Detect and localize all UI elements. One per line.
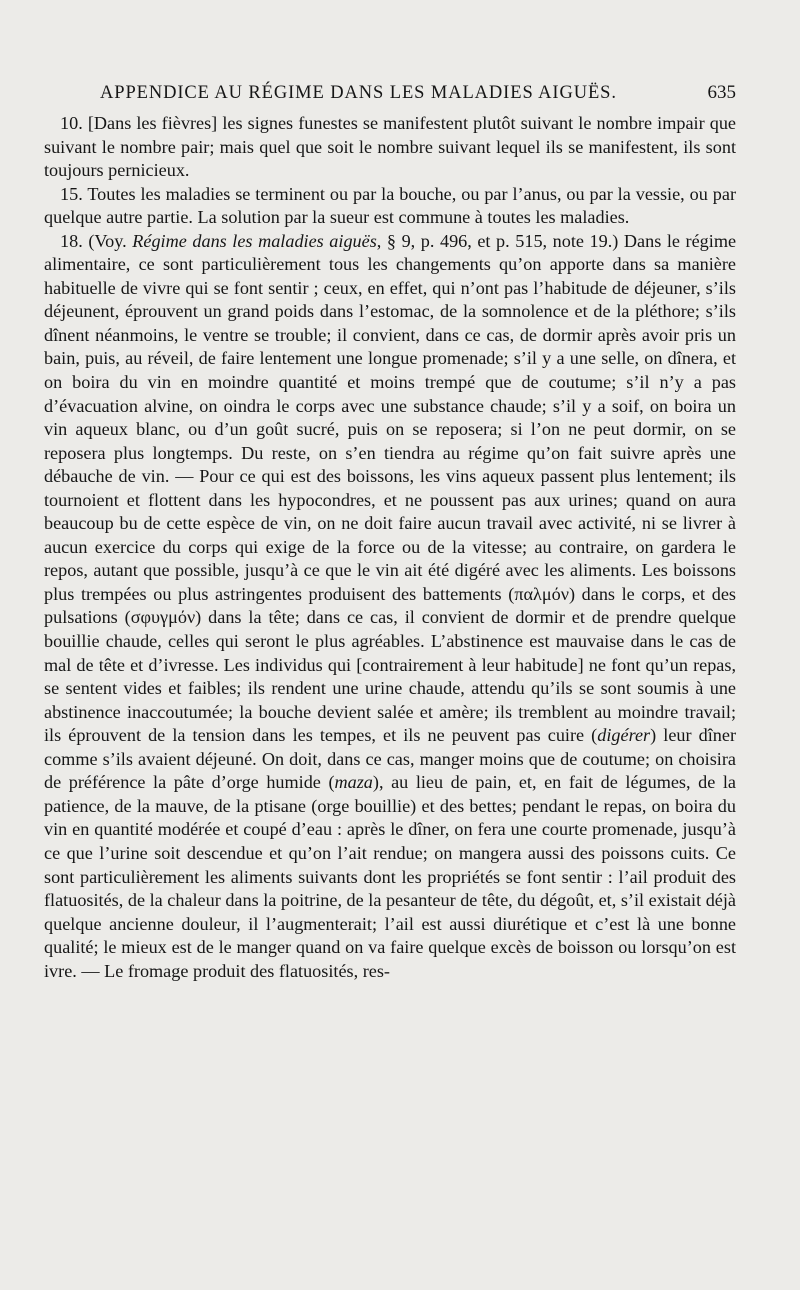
reference-open: (Voy. bbox=[88, 230, 133, 251]
paragraph-text: ), au lieu de pain, et, en fait de légumes, de la patience, de la mauve, de la ptisane (orge bouillie) et des bettes; pendant le repas, on boira du vin en quantité modérée et coupé d’eau : après le dîner, on fera une courte promenade, jusqu’à ce que l’urine soit descendue et qu’on l’ait rendue; on mangera aussi des poissons cuits. Ce sont particulièrement les aliments suivants dont les propriétés se font sentir : l’ail produit des flatuosités, de la chaleur dans la poitrine, de la pesanteur de tête, du dégoût, et, s’il existait déjà quelque ancienne douleur, il l’augmenterait; l’ail est aussi diurétique et c’est là une bonne qualité; le mieux est de le manger quand on va faire quelque excès de boisson ou lorsqu’on est ivre. — Le fromage produit des flatuosités, res- bbox=[44, 772, 736, 981]
paragraph-15 bbox=[44, 183, 736, 230]
reference-rest: , § 9, p. 496, et p. 515, note 19.) bbox=[376, 230, 619, 251]
paragraph-text: Dans le régime alimentaire, ce sont particulièrement tous les changements qu’on apporte dans sa manière habituelle de vivre qui se font sentir ; ceux, en effet, qui n’ont pas l’habitude de déjeuner, s’ils déjeunent, éprouvent un grand poids dans l’estomac, de la somnolence et de la pléthore; s’ils dînent néanmoins, le ventre se trouble; il convient, dans ce cas, de dormir après avoir pris un bain, puis, au réveil, de faire lentement une longue promenade; s’il y a une selle, on dînera, et on boira du vin en moindre quantité et moins trempé que de coutume; s’il n’y a pas d’évacuation alvine, on oindra le corps avec une substance chaude; s’il y a soif, on boira un vin aqueux blanc, ou d’un goût sucré, puis on se reposera; si l’on ne peut dormir, on se reposera plus longtemps. Du reste, on s’en tiendra au régime qu’on fait suivre après une débauche de vin. — Pour ce qui est des boissons, les vins aqueux passent plus lentement; ils tournoient et flottent dans les hypocondres, et ne poussent pas aux urines; quand on aura beaucoup bu de cette espèce de vin, on ne doit faire aucun travail avec activité, ni se livrer à aucun exercice du corps qui exige de la force ou de la vitesse; au contraire, on gardera le repos, autant que possible, jusqu’à ce que le vin ait été digéré avec les aliments. Les boissons plus trempées ou plus astringentes produisent des battements ( bbox=[44, 230, 737, 604]
italic-gloss: maza bbox=[334, 772, 373, 793]
paragraph-number: 10. bbox=[60, 113, 83, 133]
paragraph-10 bbox=[44, 112, 736, 183]
paragraph-number: 15. bbox=[60, 183, 83, 204]
greek-word: σφυγμόν bbox=[130, 607, 196, 628]
paragraph-text: ) dans la tête; dans ce cas, il convient de dormir et de prendre quelque bouillie chaude, celles qui seront le plus agréables. L’abstinence est mauvaise dans le cas de mal de tête et d’ivresse. Les individus qui [contrairement à leur habitude] ne font qu’un repas, se sentent vides et faibles; ils rendent une urine chaude, attendu qu’ils se sont soumis à une abstinence inaccoutumée; la bouche devient salée et amère; ils tremblent au moindre travail; ils éprouvent de la tension dans les tempes, et ils ne peuvent pas cuire ( bbox=[44, 607, 736, 746]
italic-gloss: digérer bbox=[597, 725, 651, 746]
paragraph-text: ) dans le corps, et des pulsations ( bbox=[44, 583, 736, 628]
paragraph-number: 18. bbox=[60, 230, 83, 251]
reference-title: Régime dans les maladies aiguës bbox=[132, 230, 377, 251]
running-title: APPENDICE AU RÉGIME DANS LES MALADIES AIGUËS. bbox=[100, 83, 617, 103]
page-number: 635 bbox=[707, 82, 736, 103]
paragraph-text: Toutes les maladies se terminent ou par la bouche, ou par l’anus, ou par la vessie, ou par quelque autre partie. La solution par la sueur est commune à toutes les maladies. bbox=[44, 183, 737, 228]
paragraph-text: [Dans les fièvres] les signes funestes se manifestent plutôt suivant le nombre impair que suivant le nombre pair; mais quel que soit le nombre suivant lequel ils se manifestent, ils sont toujours pernicieux. bbox=[44, 113, 737, 181]
running-header bbox=[44, 82, 736, 104]
page-body bbox=[44, 112, 736, 983]
paragraph-18 bbox=[44, 230, 736, 984]
greek-word: παλμόν bbox=[514, 583, 569, 604]
paragraph-text: ) leur dîner comme s’ils avaient déjeuné. On doit, dans ce cas, manger moins que de coutume; on choisira de préférence la pâte d’orge humide ( bbox=[44, 725, 736, 793]
